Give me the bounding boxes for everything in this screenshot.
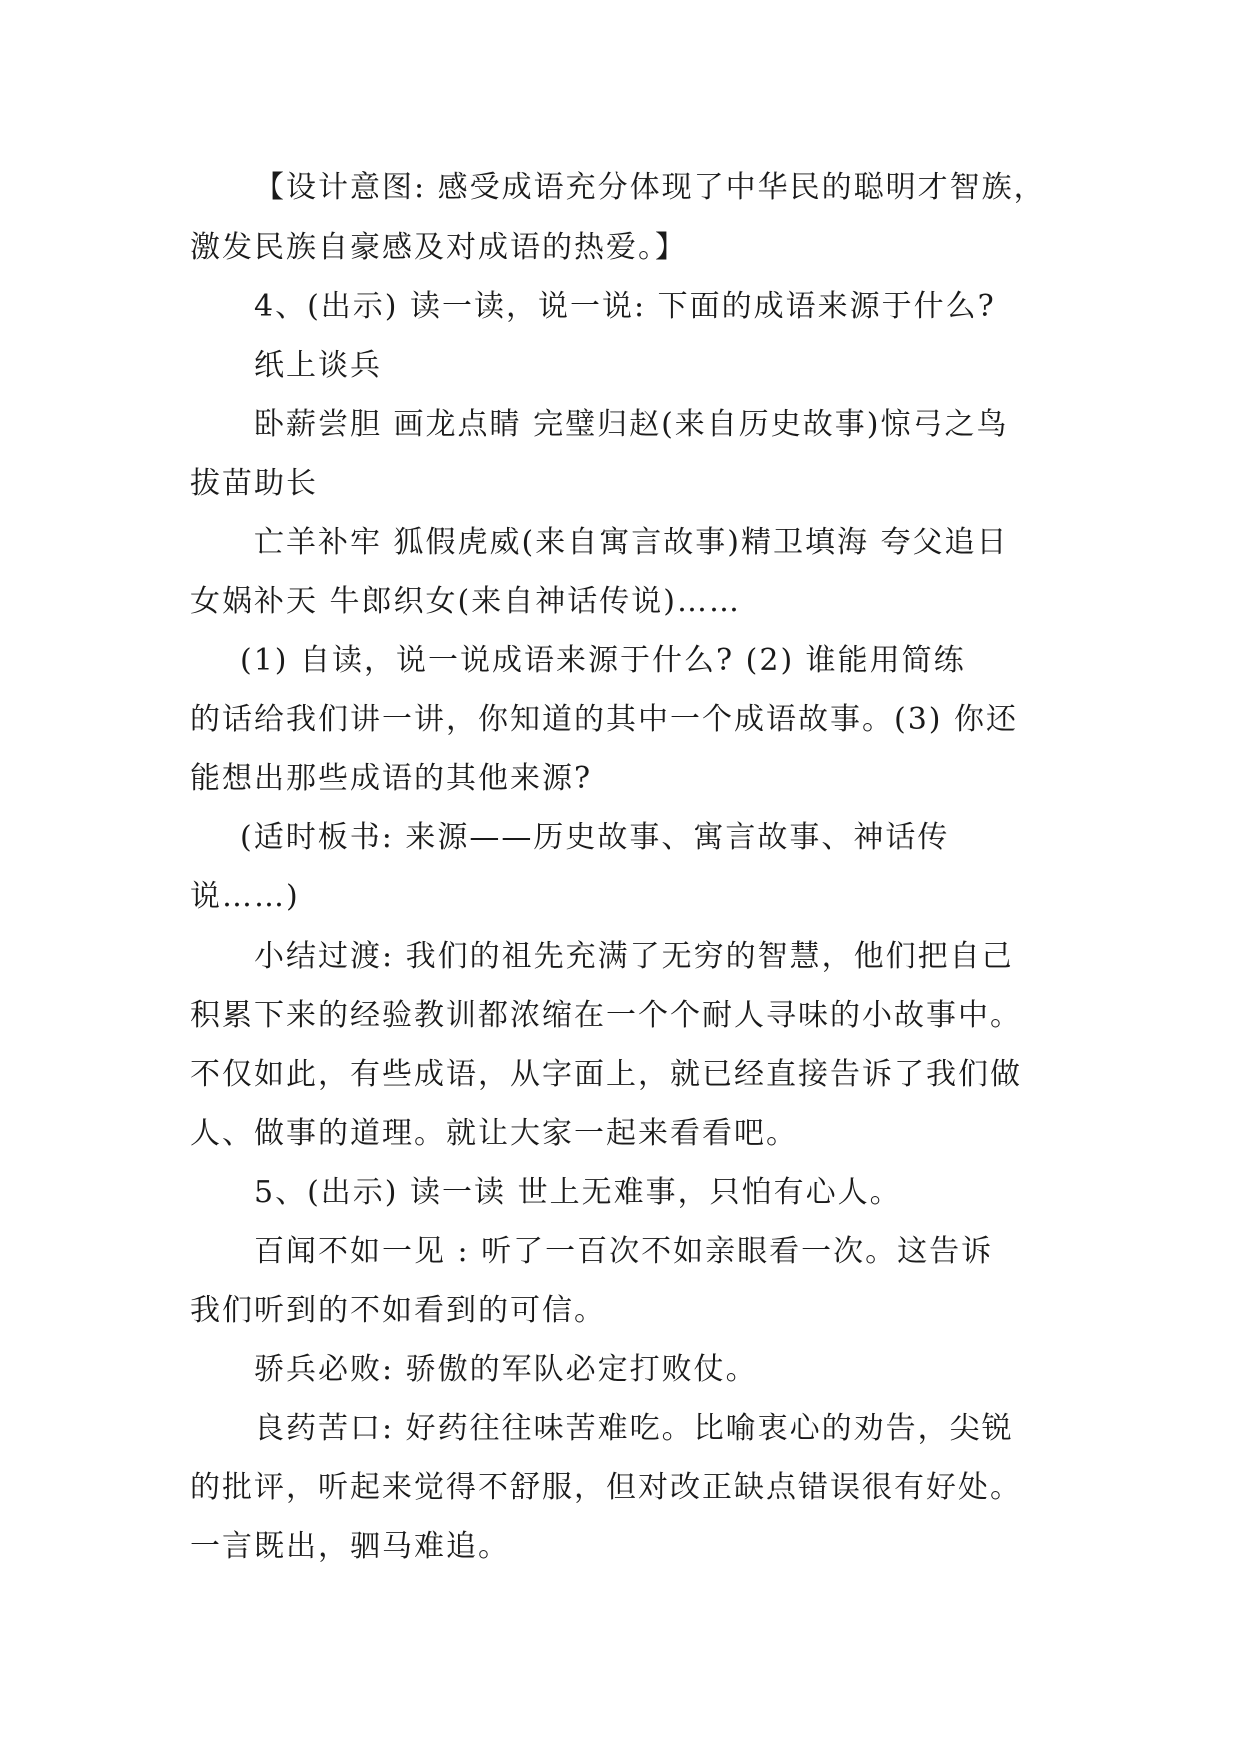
summary-line-4: 人、做事的道理。就让大家一起来看看吧。 [190,1116,798,1151]
board-note-line-2: 说……) [190,879,300,914]
idiom-meaning-line-2: 我们听到的不如看到的可信。 [190,1293,606,1328]
design-intent-line-2: 激发民族自豪感及对成语的热爱。】 [190,230,687,265]
design-intent-line-1: 【设计意图: 感受成语充分体现了中华民的聪明才智族， [254,170,1046,205]
idiom-meaning-line-3: 骄兵必败: 骄傲的军队必定打败仗。 [254,1352,758,1387]
question-line-2: 的话给我们讲一讲，你知道的其中一个成语故事。(3) 你还 [190,702,1019,737]
idiom-history-line-1: 卧薪尝胆 画龙点睛 完璧归赵(来自历史故事)惊弓之鸟 [254,407,1009,442]
summary-line-1: 小结过渡: 我们的祖先充满了无穷的智慧，他们把自己 [254,939,1014,974]
board-note-line-1: (适时板书: 来源——历史故事、寓言故事、神话传 [240,820,950,855]
idiom-meaning-line-6: 一言既出，驷马难追。 [190,1529,510,1564]
idiom-history-line-2: 拔苗助长 [190,466,318,501]
idiom-meaning-line-5: 的批评，听起来觉得不舒服，但对改正缺点错误很有好处。 [190,1470,1022,1505]
question-line-1: (1) 自读，说一说成语来源于什么? (2) 谁能用简练 [240,643,966,678]
idiom-line: 纸上谈兵 [254,348,382,383]
idiom-fable-line: 亡羊补牢 狐假虎威(来自寓言故事)精卫填海 夸父追日 [254,525,1009,560]
summary-line-2: 积累下来的经验教训都浓缩在一个个耐人寻味的小故事中。 [190,998,1022,1033]
step-5-heading: 5、(出示) 读一读 世上无难事，只怕有心人。 [254,1175,902,1210]
idiom-myth-line: 女娲补天 牛郎织女(来自神话传说)…… [190,584,741,619]
idiom-meaning-line-4: 良药苦口: 好药往往味苦难吃。比喻衷心的劝告，尖锐 [254,1411,1014,1446]
step-4-heading: 4、(出示) 读一读，说一说: 下面的成语来源于什么? [254,289,996,324]
idiom-meaning-line-1: 百闻不如一见 : 听了一百次不如亲眼看一次。这告诉 [254,1234,994,1269]
summary-line-3: 不仅如此，有些成语，从字面上，就已经直接告诉了我们做 [190,1057,1022,1092]
question-line-3: 能想出那些成语的其他来源? [190,761,593,796]
